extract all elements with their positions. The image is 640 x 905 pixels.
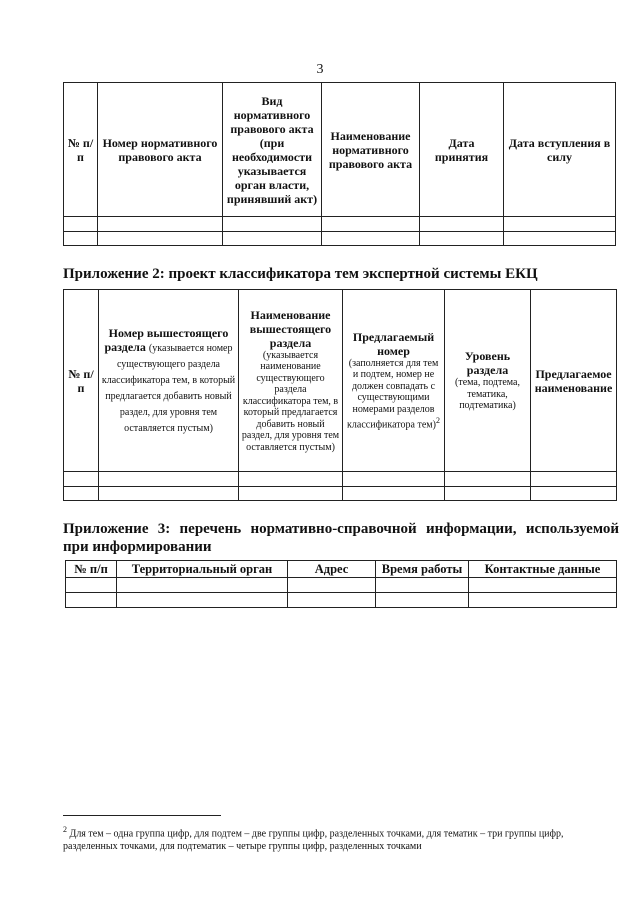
table-header-row bbox=[66, 561, 617, 578]
table-header-row bbox=[64, 83, 616, 217]
header-parent-name-note: (указывается наименование существующего раздела классификатора тем, в который предлагается добавить новый раздел, для уровня тем оставляется пустым) bbox=[241, 349, 340, 453]
header-effective-date: Дата вступления в силу bbox=[504, 83, 616, 217]
header-proposed-number-note: (заполняется для тем и подтем, номер не должен совпадать с существующими номерами разделов классификатора тем)$^2$ bbox=[347, 357, 440, 431]
header-parent-number-label: Номер вышестоящего раздела bbox=[104, 325, 229, 354]
table-row bbox=[64, 232, 616, 246]
header-number: № п/п bbox=[66, 561, 117, 578]
header-section-level bbox=[445, 290, 531, 472]
footnote-divider bbox=[63, 815, 221, 816]
header-address: Адрес bbox=[288, 561, 376, 578]
header-number: № п/п bbox=[64, 290, 99, 472]
table-header-row bbox=[64, 290, 617, 472]
header-parent-number-note: (указывается номер существующего раздела классификатора тем, в который предлагается добавить новый раздел, для уровня тем оставляется пустым) bbox=[101, 342, 236, 434]
header-contact-data: Контактные данные bbox=[469, 561, 617, 578]
header-working-hours: Время работы bbox=[376, 561, 469, 578]
header-act-name: Наименование нормативного правового акта bbox=[322, 83, 420, 217]
header-parent-name-label: Наименование вышестоящего раздела bbox=[249, 307, 332, 350]
header-proposed-number-label: Предлагаемый номер bbox=[352, 329, 435, 358]
table-row bbox=[64, 487, 617, 501]
header-adoption-date: Дата принятия bbox=[420, 83, 504, 217]
classifier-table bbox=[63, 289, 617, 501]
footnote-text: Для тем – одна группа цифр, для подтем – две группы цифр, разделенных точками, для тематик – три группы цифр, разделенных точками, для подтематик – четыре группы цифр, разделенных точками bbox=[63, 828, 564, 853]
reference-info-table bbox=[65, 560, 617, 608]
table-row bbox=[66, 593, 617, 608]
header-level-label: Уровень раздела bbox=[464, 349, 511, 378]
footnote-mark: 2 bbox=[63, 825, 67, 834]
header-number: № п/п bbox=[64, 83, 98, 217]
header-parent-section-name bbox=[239, 290, 343, 472]
page-number: 3 bbox=[316, 62, 324, 77]
appendix2-title: Приложение 2: проект классификатора тем экспертной системы ЕКЦ bbox=[63, 266, 538, 282]
header-act-number: Номер нормативного правового акта bbox=[98, 83, 223, 217]
normative-acts-table bbox=[63, 82, 616, 246]
table-row bbox=[64, 472, 617, 487]
table-row bbox=[66, 578, 617, 593]
footnote bbox=[63, 823, 619, 853]
appendix3-title: Приложение 3: перечень нормативно-справочной информации, используемой при информировании bbox=[63, 521, 619, 555]
header-act-type: Вид нормативного правового акта (при необходимости указывается орган власти, принявший акт) bbox=[223, 83, 322, 217]
header-territorial-body: Территориальный орган bbox=[117, 561, 288, 578]
footnote-ref[interactable]: 2 bbox=[435, 416, 440, 426]
header-level-note: (тема, подтема, тематика, подтематика) bbox=[455, 377, 520, 412]
header-parent-section-number bbox=[99, 290, 239, 472]
table-row bbox=[64, 217, 616, 232]
header-proposed-name: Предлагаемое наименование bbox=[531, 290, 617, 472]
header-proposed-number bbox=[343, 290, 445, 472]
